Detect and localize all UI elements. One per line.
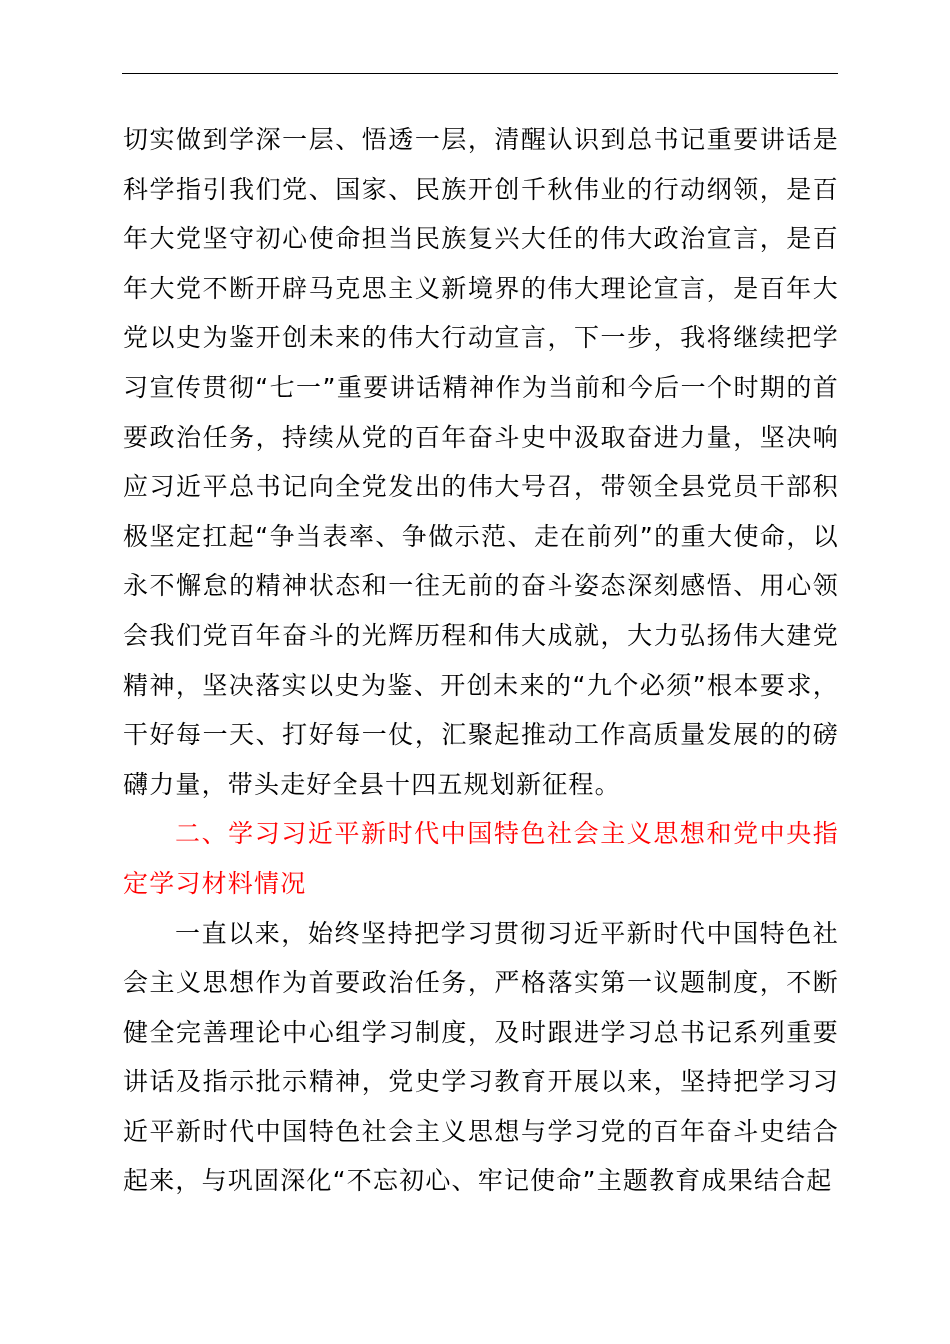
paragraph-continuation: 切实做到学深一层、悟透一层，清醒认识到总书记重要讲话是科学指引我们党、国家、民族开创千秋伟业的行动纲领，是百年大党坚守初心使命担当民族复兴大任的伟大政治宣言，是百年大党不断开辟马克思主义新境界的伟大理论宣言，是百年大党以史为鉴开创未来的伟大行动宣言，下一步，我将继续把学习宣传贯彻“七一”重要讲话精神作为当前和今后一个时期的首要政治任务，持续从党的百年奋斗史中汲取奋进力量，坚决响应习近平总书记向全党发出的伟大号召，带领全县党员干部积极坚定扛起“争当表率、争做示范、走在前列”的重大使命，以永不懈怠的精神状态和一往无前的奋斗姿态深刻感悟、用心领会我们党百年奋斗的光辉历程和伟大成就，大力弘扬伟大建党精神，坚决落实以史为鉴、开创未来的“九个必须”根本要求，干好每一天、打好每一仗，汇聚起推动工作高质量发展的的磅礴力量，带头走好全县十四五规划新征程。	[123, 125, 839, 799]
document-body	[123, 115, 839, 1206]
header-rule	[122, 73, 838, 74]
paragraph-section-intro: 一直以来，始终坚持把学习贯彻习近平新时代中国特色社会主义思想作为首要政治任务，严格落实第一议题制度，不断健全完善理论中心组学习制度，及时跟进学习总书记系列重要讲话及指示批示精神，党史学习教育开展以来，坚持把学习习近平新时代中国特色社会主义思想与学习党的百年奋斗史结合起来，与巩固深化“不忘初心、牢记使命”主题教育成果结合起	[123, 918, 839, 1196]
section-heading: 二、学习习近平新时代中国特色社会主义思想和党中央指定学习材料情况	[123, 819, 839, 898]
